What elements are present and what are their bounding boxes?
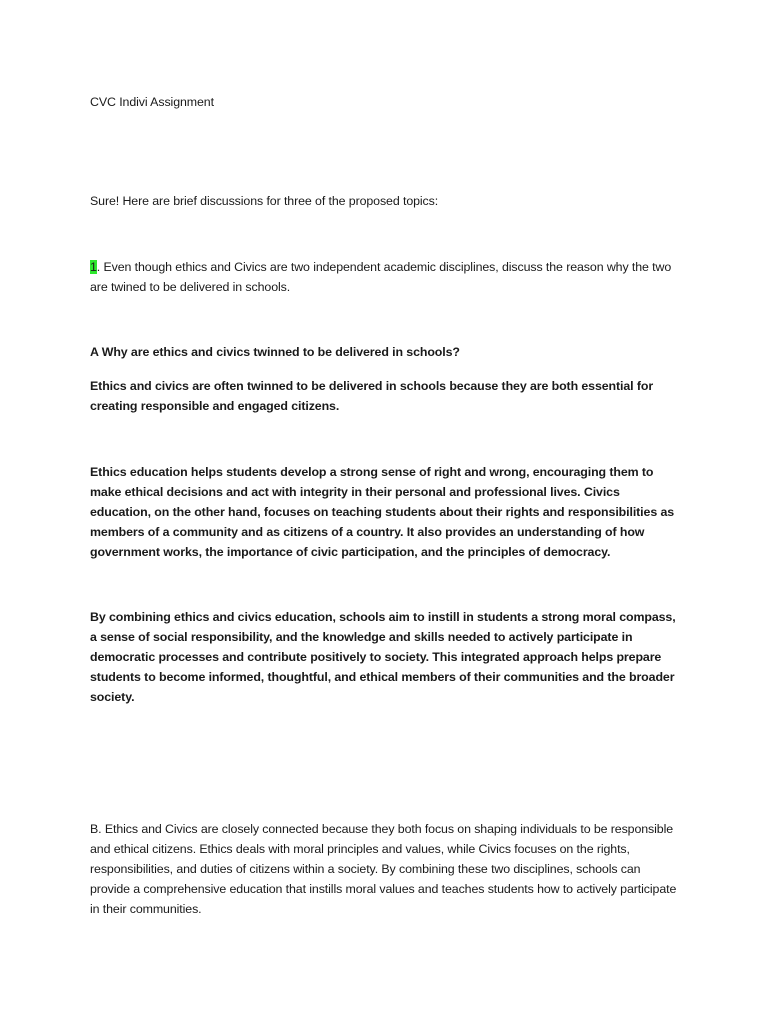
section-a-paragraph-3: By combining ethics and civics education, schools aim to instill in students a strong moral compass, a sense of social responsibility, and the knowledge and skills needed to actively participate in democratic processes and contribute positively to society. This integrated approach helps prepare students to become informed, thoughtful, and ethical members of their communities and the broader society. <box>90 610 676 704</box>
document-title: CVC Indivi Assignment <box>90 95 214 109</box>
section-a-paragraph-2: Ethics education helps students develop a strong sense of right and wrong, encouraging them to make ethical decisions and act with integrity in their personal and professional lives. Civics education, on the other hand, focuses on teaching students about their rights and responsibilities as members of a community and as citizens of a country. It also provides an understanding of how government works, the importance of civic participation, and the principles of democracy. <box>90 465 675 559</box>
question-1 <box>90 257 682 297</box>
section-a-heading: A Why are ethics and civics twinned to be delivered in schools? <box>90 345 460 359</box>
question-text: . Even though ethics and Civics are two independent academic disciplines, discuss the reason why the two are twined to be delivered in schools. <box>90 260 672 294</box>
intro-text: Sure! Here are brief discussions for three of the proposed topics: <box>90 194 439 208</box>
section-a-paragraph-1: Ethics and civics are often twinned to be delivered in schools because they are both essential for creating responsible and engaged citizens. <box>90 379 654 413</box>
section-b-paragraph: B. Ethics and Civics are closely connected because they both focus on shaping individuals to be responsible and ethical citizens. Ethics deals with moral principles and values, while Civics focuses on the rights, responsibilities, and duties of citizens within a society. By combining these two disciplines, schools can provide a comprehensive education that instills moral values and teaches students how to actively participate in their communities. <box>90 822 677 916</box>
question-number-highlight: 1 <box>90 260 97 274</box>
